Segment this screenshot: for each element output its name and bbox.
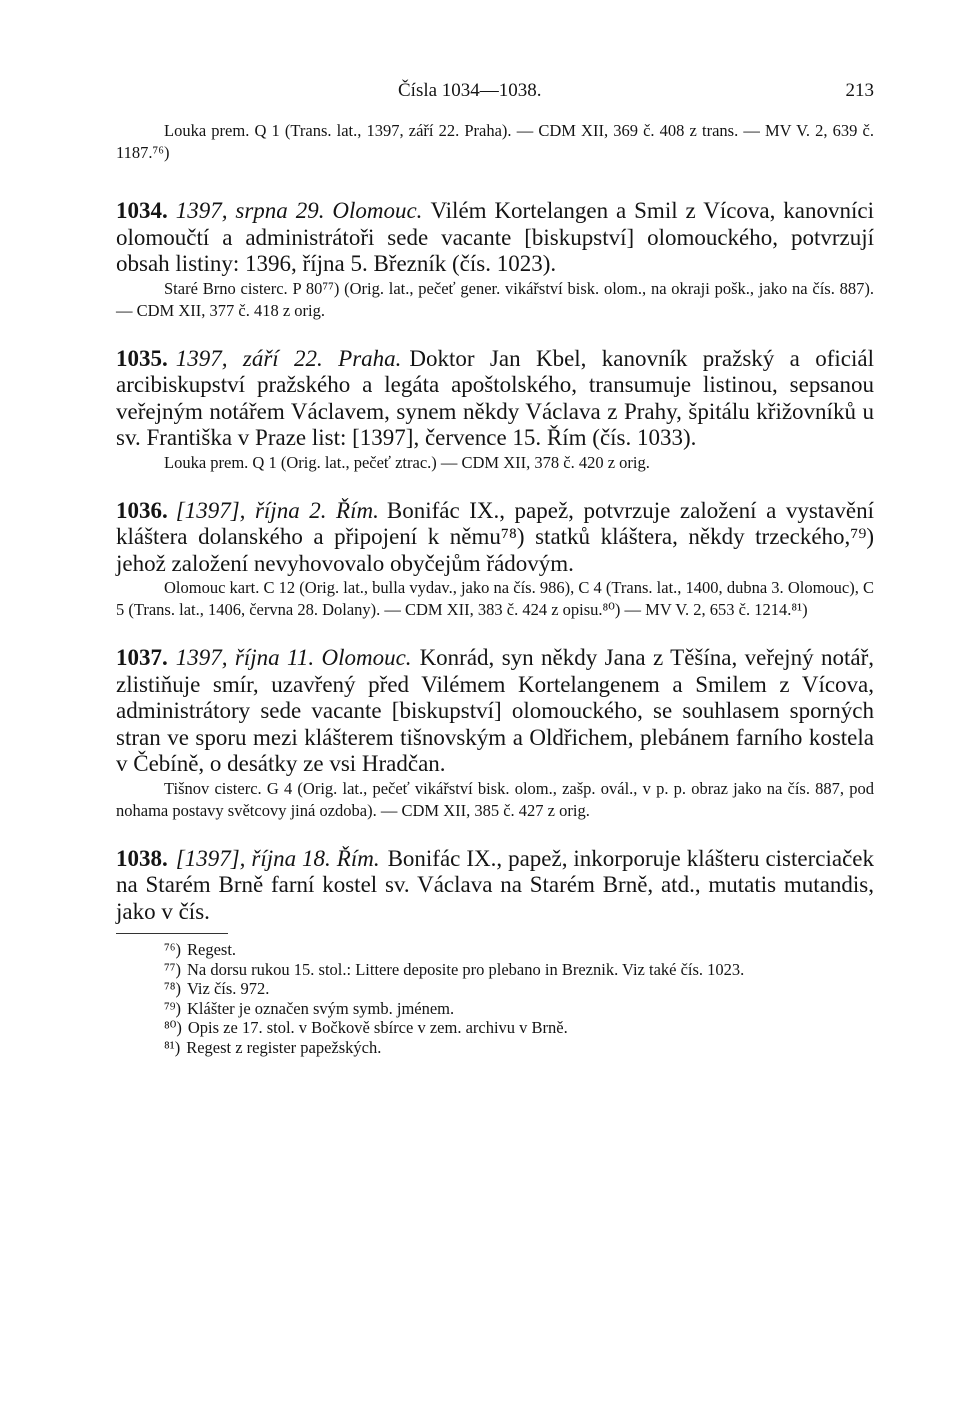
footnote-text: Opis ze 17. stol. v Bočkově sbírce v zem. archivu v Brně. <box>187 1018 568 1037</box>
entry-number: 1037. <box>116 645 168 670</box>
footnote-divider <box>116 933 228 934</box>
footnote <box>116 960 874 980</box>
entry-number: 1036. <box>116 497 168 523</box>
entry-1038 <box>116 846 874 926</box>
footnote <box>116 979 874 999</box>
entry-text: Doktor Jan Kbel, kanovník pražský a oficiál arcibiskupství pražského a legáta apoštolského, transumuje listinou, sepsanou veřejným notářem Václavem, synem někdy Václava z Prahy, špitálu křižovníků u sv. Františka v Praze list: [1397], července 15. Řím (čís. 1033). <box>116 345 874 450</box>
entry-text: Vilém Kortelangen a Smil z Vícova, kanovníci olomoučtí a administrátoři sede vacante [biskupství] olomouckého, potvrzují obsah listiny: 1396, října 5. Březník (čís. 1023). <box>116 198 874 276</box>
footnote <box>116 999 874 1019</box>
footnote-text: Klášter je označen svým symb. jménem. <box>187 998 455 1018</box>
entry-text: Bonifác IX., papež, potvrzuje založení a vystavění kláštera dolanského a připojení k němu⁷⁸) statků kláštera, někdy trzeckého,⁷⁹) jehož založení nevyhovovalo obyčejům řádovým. <box>116 497 874 576</box>
footnote-marker: ⁷⁸) <box>164 979 181 998</box>
footnote <box>116 940 874 960</box>
footnotes <box>116 940 874 1057</box>
entry-body <box>116 498 874 578</box>
entry-date: 1397, srpna 29. Olomouc. <box>175 198 423 223</box>
intro-source-citation: Louka prem. Q 1 (Trans. lat., 1397, září 22. Praha). — CDM XII, 369 č. 408 z trans. — MV V. 2, 639 č. 1187.⁷⁶) <box>116 121 874 162</box>
footnote-text: Regest z register papežských. <box>186 1037 382 1057</box>
entry-number: 1035. <box>116 345 168 371</box>
entry-date: 1397, října 11. Olomouc. <box>175 645 412 670</box>
entry-date: [1397], října 2. Řím. <box>175 497 379 523</box>
entry-1035 <box>116 346 874 474</box>
document-page <box>116 80 874 1057</box>
entry-date: [1397], října 18. Řím. <box>175 845 380 871</box>
entry-body <box>116 346 874 452</box>
header-title: Čísla 1034—1038. <box>398 80 542 101</box>
footnote <box>116 1038 874 1058</box>
page-number: 213 <box>845 80 874 101</box>
entry-source: Olomouc kart. C 12 (Orig. lat., bulla vydav., jako na čís. 986), C 4 (Trans. lat., 1400, dubna 3. Olomouc), C 5 (Trans. lat., 1406, června 28. Dolany). — CDM XII, 383 č. 424 z opisu.⁸⁰) — MV V. 2, 653 č. 1214.⁸¹) <box>116 578 874 619</box>
footnote-marker: ⁷⁹) <box>164 998 181 1018</box>
footnote <box>116 1018 874 1038</box>
footnote-text: Regest. <box>187 940 237 959</box>
entry-date: 1397, září 22. Praha. <box>175 345 402 371</box>
entry-text: Bonifác IX., papež, inkorporuje klášteru cisterciaček na Starém Brně farní kostel sv. Václava na Starém Brně, atd., mutatis mutandis, jako v čís. <box>116 845 874 924</box>
entry-body <box>116 846 874 926</box>
entry-1036 <box>116 498 874 622</box>
entry-text: Konrád, syn někdy Jana z Těšína, veřejný notář, zlistiňuje smír, uzavřený před Vilémem Kortelangenem a Smilem z Vícova, administrátory sede vacante [biskupství] olomouckého, se souhlasem sporných stran ve sporu mezi klášterem tišnovským a Oldřichem, plebánem farního kostela v Čebíně, o desátky ze vsi Hradčan. <box>116 645 874 776</box>
footnote-marker: ⁷⁶) <box>164 940 181 959</box>
entry-1034 <box>116 198 874 322</box>
entry-source: Staré Brno cisterc. P 80⁷⁷) (Orig. lat., pečeť gener. vikářství bisk. olom., na okraji pošk., jako na čís. 887). — CDM XII, 377 č. 418 z orig. <box>116 278 874 320</box>
entry-source: Tišnov cisterc. G 4 (Orig. lat., pečeť vikářství bisk. olom., zašp. ovál., v p. p. obraz jako na čís. 887, pod nohama postavy světcovy jiná ozdoba). — CDM XII, 385 č. 427 z orig. <box>116 778 874 820</box>
footnote-text: Na dorsu rukou 15. stol.: Littere deposite pro plebano in Breznik. Viz také čís. 1023. <box>187 959 745 979</box>
entry-body <box>116 645 874 778</box>
entry-number: 1038. <box>116 845 168 871</box>
entry-number: 1034. <box>116 198 168 223</box>
footnote-marker: ⁷⁷) <box>164 959 181 979</box>
footnote-marker: ⁸¹) <box>164 1037 181 1057</box>
footnote-text: Viz čís. 972. <box>187 979 270 998</box>
running-header <box>116 80 874 120</box>
entry-body <box>116 198 874 278</box>
footnote-marker: ⁸⁰) <box>164 1018 182 1037</box>
entry-1037 <box>116 645 874 822</box>
entry-source: Louka prem. Q 1 (Orig. lat., pečeť ztrac.) — CDM XII, 378 č. 420 z orig. <box>164 452 650 472</box>
